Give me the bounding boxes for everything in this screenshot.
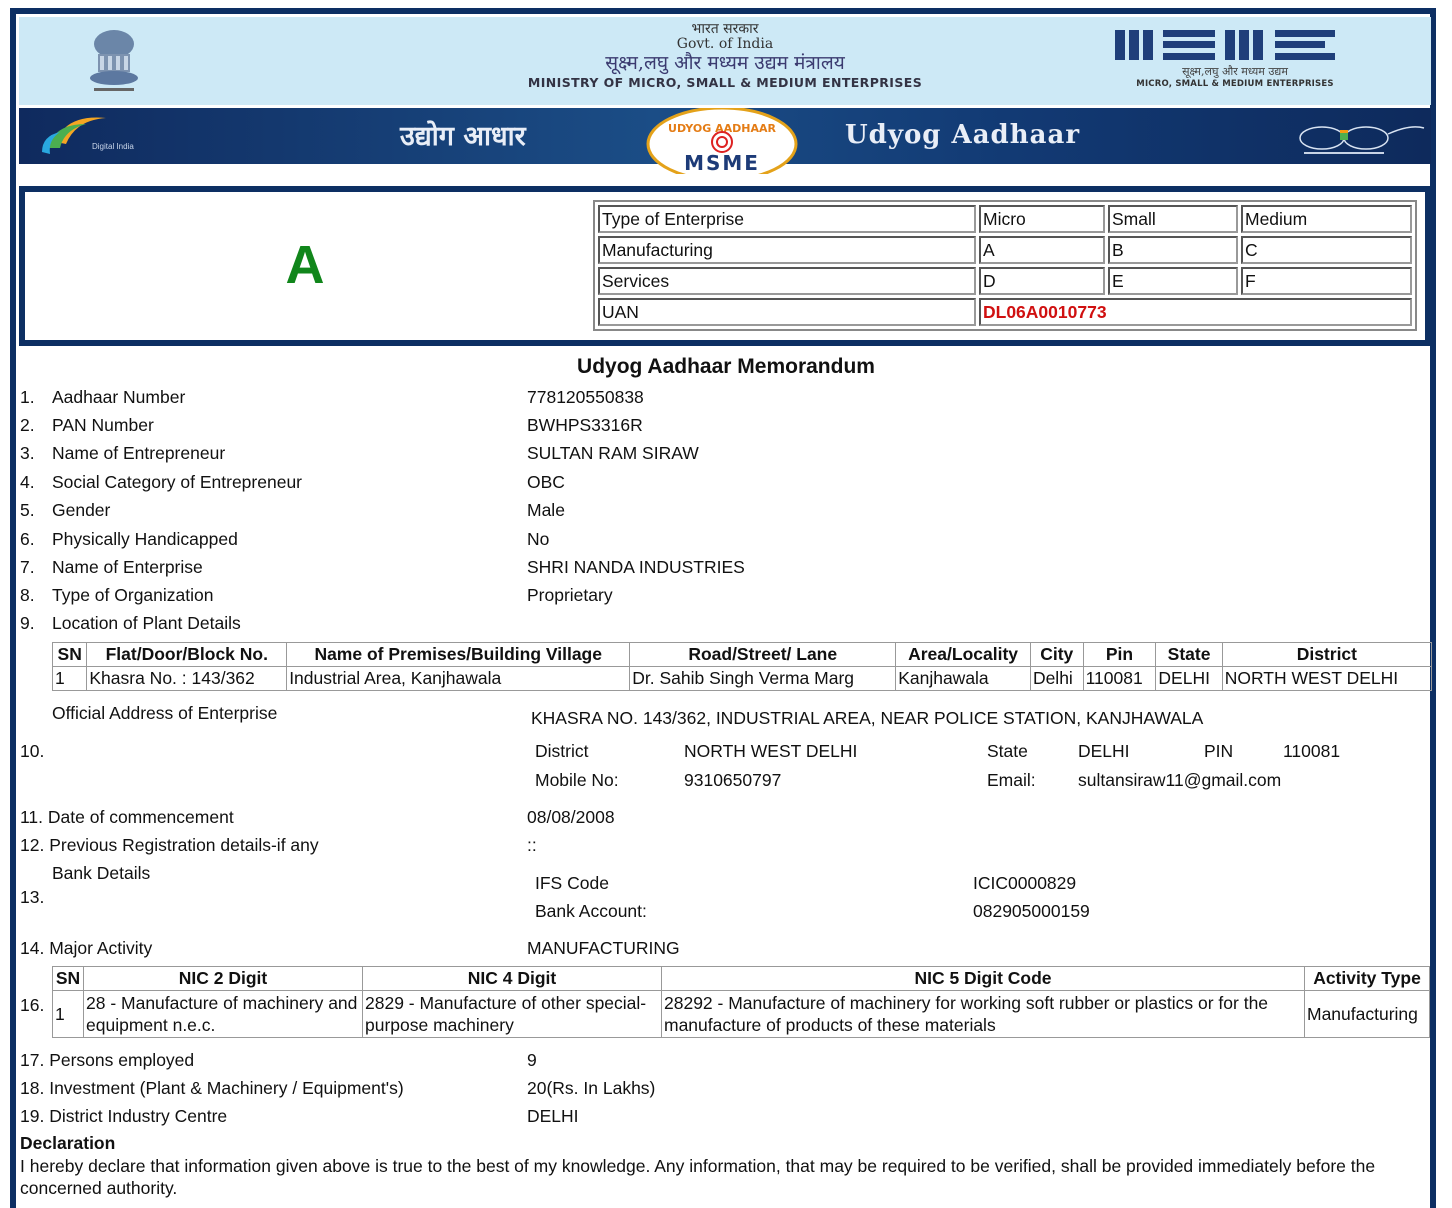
- item-label: PAN Number: [52, 415, 154, 435]
- item-label: Gender: [52, 500, 111, 520]
- msme-logo: [1110, 28, 1360, 89]
- plant-location-table: [52, 642, 1432, 691]
- column-header: Area/Locality: [896, 643, 1031, 667]
- gender-value: Male: [527, 500, 565, 520]
- item-label: Date of commencement: [47, 807, 234, 827]
- uan-value: DL06A0010773: [979, 298, 1412, 326]
- memorandum-title: Udyog Aadhaar Memorandum: [577, 355, 875, 378]
- item-label: Investment (Plant & Machinery / Equipment's): [49, 1078, 404, 1098]
- column-header: Name of Premises/Building Village: [287, 643, 630, 667]
- state-value: DELHI: [1078, 741, 1130, 761]
- physically-handicapped-value: No: [527, 529, 550, 549]
- ministry-title-block: [440, 22, 1010, 90]
- table-cell: 28 - Manufacture of machinery and equipment n.e.c.: [84, 991, 363, 1038]
- pin-value: 110081: [1283, 741, 1341, 761]
- gov-hindi: भारत सरकार: [691, 21, 759, 37]
- item-label: Name of Entrepreneur: [52, 443, 226, 463]
- digital-india-label: Digital India: [92, 142, 134, 151]
- table-cell: B: [1108, 236, 1238, 264]
- table-row: [598, 267, 1412, 295]
- table-cell: Manufacturing: [1305, 991, 1430, 1038]
- item-label: Physically Handicapped: [52, 529, 238, 549]
- item-number-10: 10.: [20, 741, 45, 761]
- table-cell: 2829 - Manufacture of other special-purpose machinery: [363, 991, 662, 1038]
- item-number: 14.: [20, 938, 45, 958]
- item-label: District Industry Centre: [49, 1106, 228, 1126]
- table-header-cell: Medium: [1241, 205, 1412, 233]
- email-value: sultansiraw11@gmail.com: [1078, 770, 1282, 790]
- item-number: 2.: [20, 415, 35, 435]
- pin-label: PIN: [1204, 741, 1234, 761]
- item-number: 1.: [20, 387, 35, 407]
- table-cell: F: [1241, 267, 1412, 295]
- table-header-cell: Small: [1108, 205, 1238, 233]
- table-cell: Manufacturing: [598, 236, 976, 264]
- item-number-16: 16.: [20, 995, 45, 1015]
- item-number: 3.: [20, 443, 35, 463]
- column-header: State: [1156, 643, 1222, 667]
- table-cell: Khasra No. : 143/362: [87, 667, 287, 691]
- item-district-industry-centre: [20, 1105, 227, 1127]
- enterprise-name-value: SHRI NANDA INDUSTRIES: [527, 557, 745, 577]
- table-header-row: [53, 643, 1432, 667]
- item-label: Major Activity: [49, 938, 153, 958]
- udyog-aadhaar-msme-seal-icon: [645, 108, 800, 174]
- table-cell: Kanjhawala: [896, 667, 1031, 691]
- national-emblem-icon: [72, 26, 156, 96]
- item-persons-employed: [20, 1049, 194, 1071]
- bank-account-label: Bank Account:: [535, 901, 647, 921]
- item-investment: [20, 1077, 404, 1099]
- bank-account-value: 082905000159: [973, 901, 1090, 921]
- item-label: Social Category of Entrepreneur: [52, 472, 302, 492]
- declaration-heading: Declaration: [20, 1133, 116, 1153]
- seal-top-text: UDYOG AADHAAR: [668, 122, 776, 135]
- uan-label: UAN: [598, 298, 976, 326]
- ministry-english: MINISTRY OF MICRO, SMALL & MEDIUM ENTERPRISES: [527, 75, 923, 90]
- item-plant-location: [20, 612, 241, 634]
- item-number: 7.: [20, 557, 35, 577]
- table-row: [598, 205, 1412, 233]
- gov-english: Govt. of India: [676, 36, 774, 52]
- district-value: NORTH WEST DELHI: [684, 741, 858, 761]
- email-label: Email:: [987, 770, 1036, 790]
- enterprise-type-table: [593, 200, 1417, 331]
- item-number: 9.: [20, 613, 35, 633]
- item-number-13: 13.: [20, 887, 45, 907]
- item-label: Type of Organization: [52, 585, 214, 605]
- item-label: Location of Plant Details: [52, 613, 241, 633]
- item-number: 8.: [20, 585, 35, 605]
- item-aadhaar-number: [20, 386, 185, 408]
- column-header: Flat/Door/Block No.: [87, 643, 287, 667]
- mobile-value: 9310650797: [684, 770, 782, 790]
- table-cell: D: [979, 267, 1105, 295]
- seal-bottom-text: MSME: [684, 151, 760, 174]
- column-header: Pin: [1083, 643, 1156, 667]
- official-address-label: Official Address of Enterprise: [52, 703, 278, 723]
- nic-code-table: [52, 966, 1430, 1038]
- item-gender: [20, 499, 110, 521]
- item-previous-registration: [20, 834, 319, 856]
- table-cell: DELHI: [1156, 667, 1222, 691]
- table-header-row: [53, 967, 1430, 991]
- item-label: Name of Enterprise: [52, 557, 203, 577]
- udyog-aadhaar-hindi: उद्योग आधार: [400, 121, 526, 152]
- ifs-code-label: IFS Code: [535, 873, 609, 893]
- item-number: 5.: [20, 500, 35, 520]
- msme-english: MICRO, SMALL & MEDIUM ENTERPRISES: [1136, 79, 1334, 89]
- table-cell: Services: [598, 267, 976, 295]
- table-row: [53, 991, 1430, 1038]
- column-header: Road/Street/ Lane: [630, 643, 896, 667]
- column-header: City: [1030, 643, 1083, 667]
- table-cell: E: [1108, 267, 1238, 295]
- table-cell: NORTH WEST DELHI: [1222, 667, 1431, 691]
- table-row: [598, 298, 1412, 326]
- table-header-cell: Type of Enterprise: [598, 205, 976, 233]
- column-header: Activity Type: [1305, 967, 1430, 991]
- table-cell: Dr. Sahib Singh Verma Marg: [630, 667, 896, 691]
- item-number: 6.: [20, 529, 35, 549]
- column-header: SN: [53, 967, 84, 991]
- msme-logo-icon: [1110, 28, 1360, 62]
- date-of-commencement-value: 08/08/2008: [527, 807, 615, 827]
- item-pan-number: [20, 414, 154, 436]
- enterprise-category-letter: A: [285, 235, 325, 295]
- table-row: [53, 667, 1432, 691]
- mobile-label: Mobile No:: [535, 770, 619, 790]
- table-row: [598, 236, 1412, 264]
- previous-registration-value: ::: [527, 835, 537, 855]
- table-cell: Industrial Area, Kanjhawala: [287, 667, 630, 691]
- table-cell: 28292 - Manufacture of machinery for working soft rubber or plastics or for the manufacture of products of these materials: [662, 991, 1305, 1038]
- item-entrepreneur-name: [20, 442, 225, 464]
- table-header-cell: Micro: [979, 205, 1105, 233]
- persons-employed-value: 9: [527, 1050, 537, 1070]
- item-label: Persons employed: [49, 1050, 195, 1070]
- table-cell: Delhi: [1030, 667, 1083, 691]
- table-cell: 110081: [1083, 667, 1156, 691]
- aadhaar-number-value: 778120550838: [527, 387, 644, 407]
- ifs-code-value: ICIC0000829: [973, 873, 1077, 893]
- item-date-of-commencement: [20, 806, 234, 828]
- item-number: 18.: [20, 1078, 45, 1098]
- column-header: NIC 2 Digit: [84, 967, 363, 991]
- district-label: District: [535, 741, 589, 761]
- item-organization-type: [20, 584, 213, 606]
- udyog-aadhaar-english: Udyog Aadhaar: [845, 120, 1081, 150]
- item-number: 4.: [20, 472, 35, 492]
- bank-details-label: Bank Details: [52, 863, 151, 883]
- organization-type-value: Proprietary: [527, 585, 613, 605]
- column-header: District: [1222, 643, 1431, 667]
- item-number: 11.: [20, 807, 44, 827]
- investment-value: 20(Rs. In Lakhs): [527, 1078, 656, 1098]
- item-major-activity: [20, 937, 152, 959]
- msme-hindi: सूक्ष्म,लघु और मध्यम उद्यम: [1182, 65, 1288, 78]
- state-label: State: [987, 741, 1028, 761]
- item-social-category: [20, 471, 302, 493]
- item-number: 19.: [20, 1106, 45, 1126]
- major-activity-value: MANUFACTURING: [527, 938, 680, 958]
- table-cell: 1: [53, 667, 87, 691]
- pan-number-value: BWHPS3316R: [527, 415, 643, 435]
- item-physically-handicapped: [20, 528, 238, 550]
- social-category-value: OBC: [527, 472, 565, 492]
- digital-india-logo-icon: [36, 112, 176, 158]
- district-industry-centre-value: DELHI: [527, 1106, 579, 1126]
- official-address-value: KHASRA NO. 143/362, INDUSTRIAL AREA, NEAR POLICE STATION, KANJHAWALA: [531, 708, 1204, 728]
- column-header: NIC 5 Digit Code: [662, 967, 1305, 991]
- entrepreneur-name-value: SULTAN RAM SIRAW: [527, 443, 699, 463]
- table-cell: 1: [53, 991, 84, 1038]
- item-number: 17.: [20, 1050, 45, 1070]
- table-cell: A: [979, 236, 1105, 264]
- column-header: NIC 4 Digit: [363, 967, 662, 991]
- declaration-text: I hereby declare that information given above is true to the best of my knowledge. Any information, that may be required to be verified, shall be provided immediately before the concerned authority.: [20, 1156, 1376, 1198]
- column-header: SN: [53, 643, 87, 667]
- table-cell: C: [1241, 236, 1412, 264]
- swachh-bharat-glasses-icon: [1290, 120, 1430, 160]
- item-enterprise-name: [20, 556, 203, 578]
- item-label: Aadhaar Number: [52, 387, 186, 407]
- ministry-hindi: सूक्ष्म,लघु और मध्यम उद्यम मंत्रालय: [605, 52, 845, 74]
- item-number: 12.: [20, 835, 45, 855]
- item-label: Previous Registration details-if any: [49, 835, 319, 855]
